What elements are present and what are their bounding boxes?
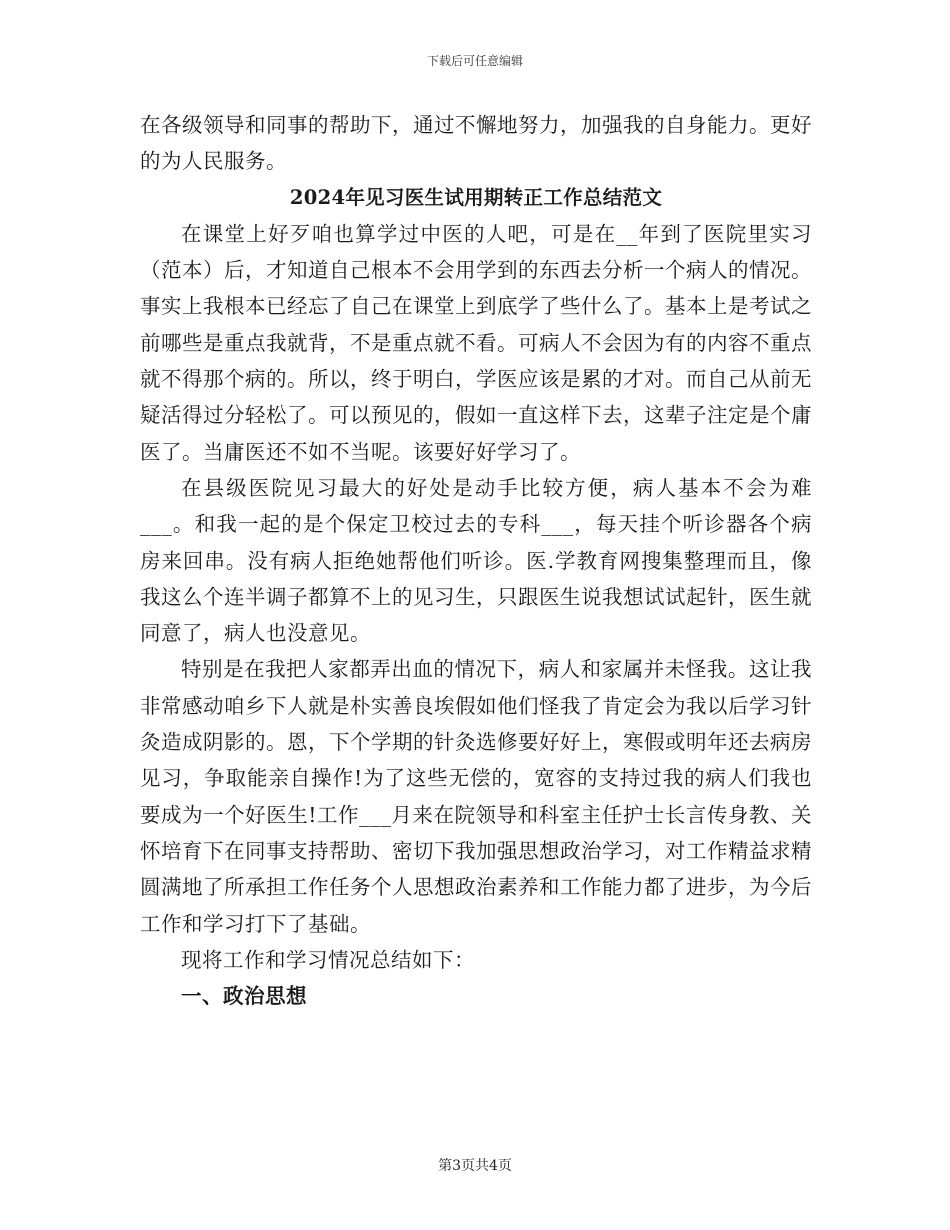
- document-body: [140, 107, 812, 1014]
- section-heading: 一、政治思想: [181, 984, 307, 1009]
- body-paragraph-4: 现将工作和学习情况总结如下：: [181, 947, 475, 972]
- body-paragraph-3: 特别是在我把人家都弄出血的情况下，病人和家属并未怪我。这让我非常感动咱乡下人就是朴实善良埃假如他们怪我了肯定会为我以后学习针灸造成阴影的。恩，下个学期的针灸选修要好好上，寒假或明年还去病房见习，争取能亲自操作!为了这些无偿的，宽容的支持过我的病人们我也要成为一个好医生!工作___月来在院领导和科室主任护士长言传身教、关怀培育下在同事支持帮助、密切下我加强思想政治学习，对工作精益求精圆满地了所承担工作任务个人思想政治素养和工作能力都了进步，为今后工作和学习打下了基础。: [140, 657, 812, 936]
- page-footer: 第3页共4页: [438, 1158, 512, 1174]
- page-header: 下载后可任意编辑: [426, 54, 523, 68]
- body-paragraph-1: 在课堂上好歹咱也算学过中医的人吧，可是在__年到了医院里实习（范本）后，才知道自己根本不会用学到的东西去分析一个病人的情况。事实上我根本已经忘了自己在课堂上到底学了些什么了。基本上是考试之前哪些是重点我就背，不是重点就不看。可病人不会因为有的内容不重点就不得那个病的。所以，终于明白，学医应该是累的才对。而自己从前无疑活得过分轻松了。可以预见的，假如一直这样下去，这辈子注定是个庸医了。当庸医还不如不当呢。该要好好学习了。: [140, 221, 812, 464]
- body-paragraph-2: 在县级医院见习最大的好处是动手比较方便，病人基本不会为难___。和我一起的是个保定卫校过去的专科___，每天挂个听诊器各个病房来回串。没有病人拒绝她帮他们听诊。医.学教育网搜集整理而且，像我这么个连半调子都算不上的见习生，只跟医生说我想试试起针，医生就同意了，病人也没意见。: [140, 475, 812, 646]
- intro-paragraph: 在各级领导和同事的帮助下，通过不懈地努力，加强我的自身能力。更好的为人民服务。: [140, 113, 812, 174]
- document-title: 2024年见习医生试用期转正工作总结范文: [289, 185, 663, 209]
